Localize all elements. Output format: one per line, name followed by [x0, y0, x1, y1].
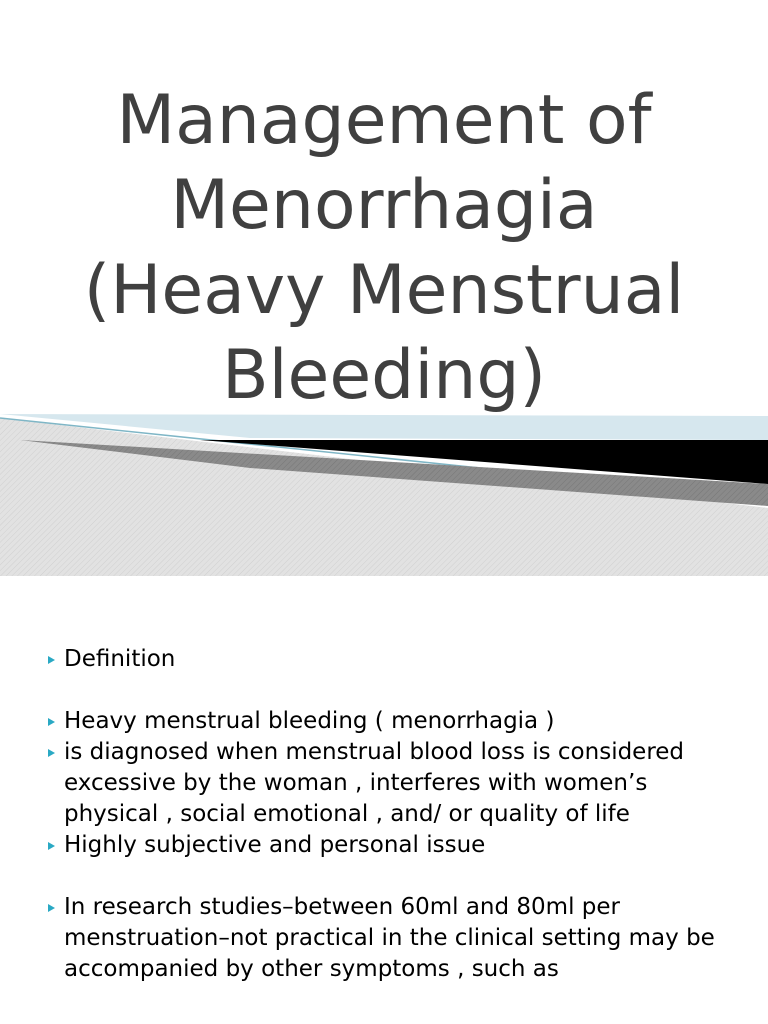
- bullet-text: Heavy menstrual bleeding ( menorrhagia ): [64, 708, 555, 734]
- bullet-text: Definition: [64, 646, 176, 672]
- title-line: Management of: [116, 81, 652, 160]
- bullet-item: [46, 830, 736, 861]
- title-line: Menorrhagia: [170, 166, 598, 245]
- content-slide: [0, 576, 768, 1024]
- triangle-bullet-icon: [48, 904, 55, 912]
- bullet-text: In research studies–between 60ml and 80ml per menstruation–not practical in the clinical setting may be accompanied by other symptoms , such as: [64, 894, 715, 982]
- slide-title: [0, 78, 768, 418]
- bullet-item: [46, 706, 736, 737]
- triangle-bullet-icon: [48, 656, 55, 664]
- bullet-list: [46, 644, 736, 985]
- decorative-band: [0, 412, 768, 576]
- title-line: (Heavy Menstrual: [83, 251, 685, 330]
- bullet-item: [46, 644, 736, 675]
- title-line: Bleeding): [221, 336, 547, 415]
- bullet-item: [46, 892, 736, 985]
- triangle-bullet-icon: [48, 718, 55, 726]
- triangle-bullet-icon: [48, 749, 55, 757]
- bullet-text: Highly subjective and personal issue: [64, 832, 486, 858]
- bullet-text: is diagnosed when menstrual blood loss is considered excessive by the woman , interferes with women’s physical , social emotional , and/ or quality of life: [64, 739, 685, 827]
- bullet-item: [46, 737, 736, 830]
- triangle-bullet-icon: [48, 842, 55, 850]
